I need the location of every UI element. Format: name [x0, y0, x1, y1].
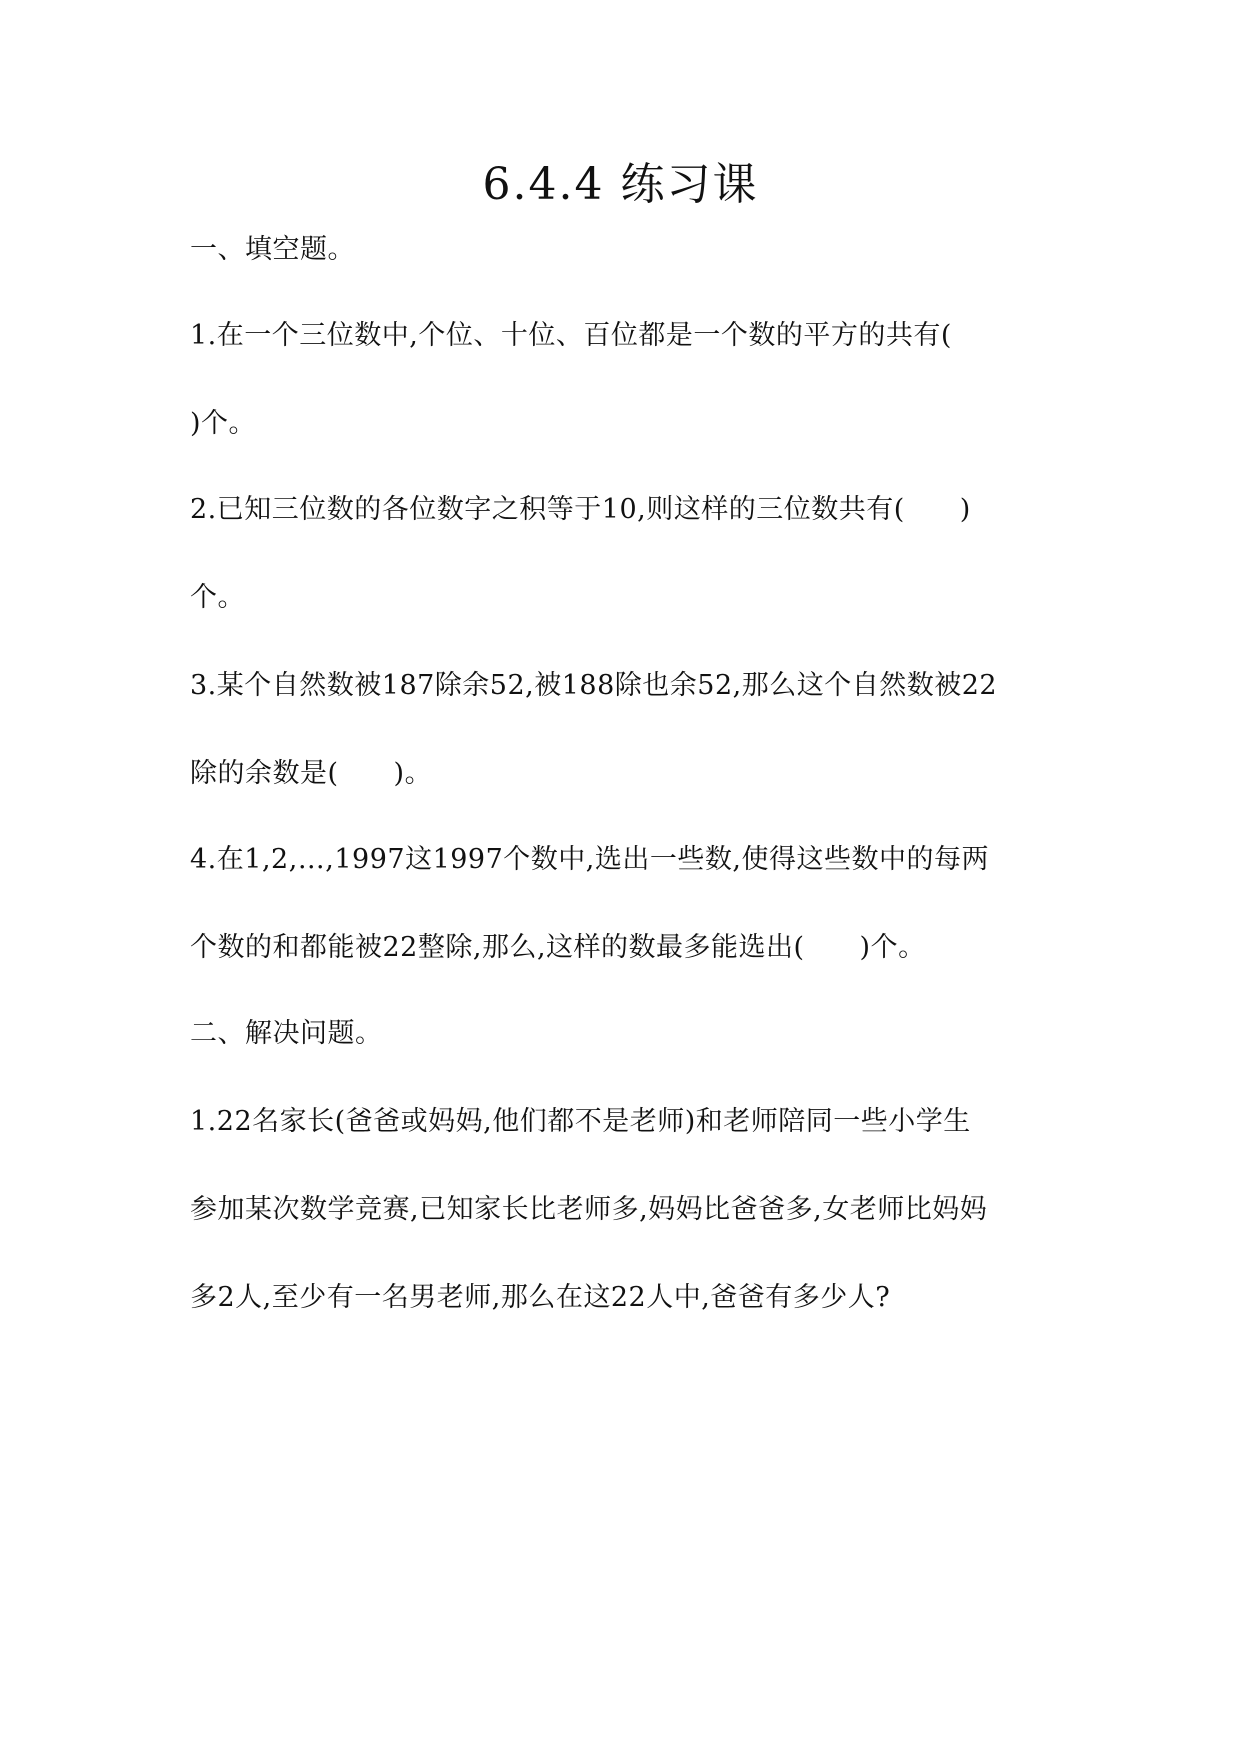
question-1-line-1: 1.在一个三位数中,个位、十位、百位都是一个数的平方的共有( [190, 320, 952, 351]
question-3-line-1: 3.某个自然数被187除余52,被188除也余52,那么这个自然数被22 [190, 670, 998, 701]
question-3-line-2: 除的余数是( )。 [190, 758, 433, 789]
problem-1-line-2: 参加某次数学竞赛,已知家长比老师多,妈妈比爸爸多,女老师比妈妈 [190, 1194, 988, 1225]
question-4-line-1: 4.在1,2,…,1997这1997个数中,选出一些数,使得这些数中的每两 [190, 844, 989, 875]
question-1-line-2: )个。 [190, 408, 257, 439]
question-4-line-2: 个数的和都能被22整除,那么,这样的数最多能选出( )个。 [190, 932, 926, 963]
question-2-line-1: 2.已知三位数的各位数字之积等于10,则这样的三位数共有( ) [190, 494, 971, 525]
section-heading-problem-solving: 二、解决问题。 [190, 1018, 383, 1049]
problem-1-line-3: 多2人,至少有一名男老师,那么在这22人中,爸爸有多少人? [190, 1282, 891, 1313]
section-heading-fill-blank: 一、填空题。 [190, 234, 355, 265]
page-title: 6.4.4 练习课 [482, 159, 759, 210]
question-2-line-2: 个。 [190, 582, 245, 613]
problem-1-line-1: 1.22名家长(爸爸或妈妈,他们都不是老师)和老师陪同一些小学生 [190, 1106, 971, 1137]
